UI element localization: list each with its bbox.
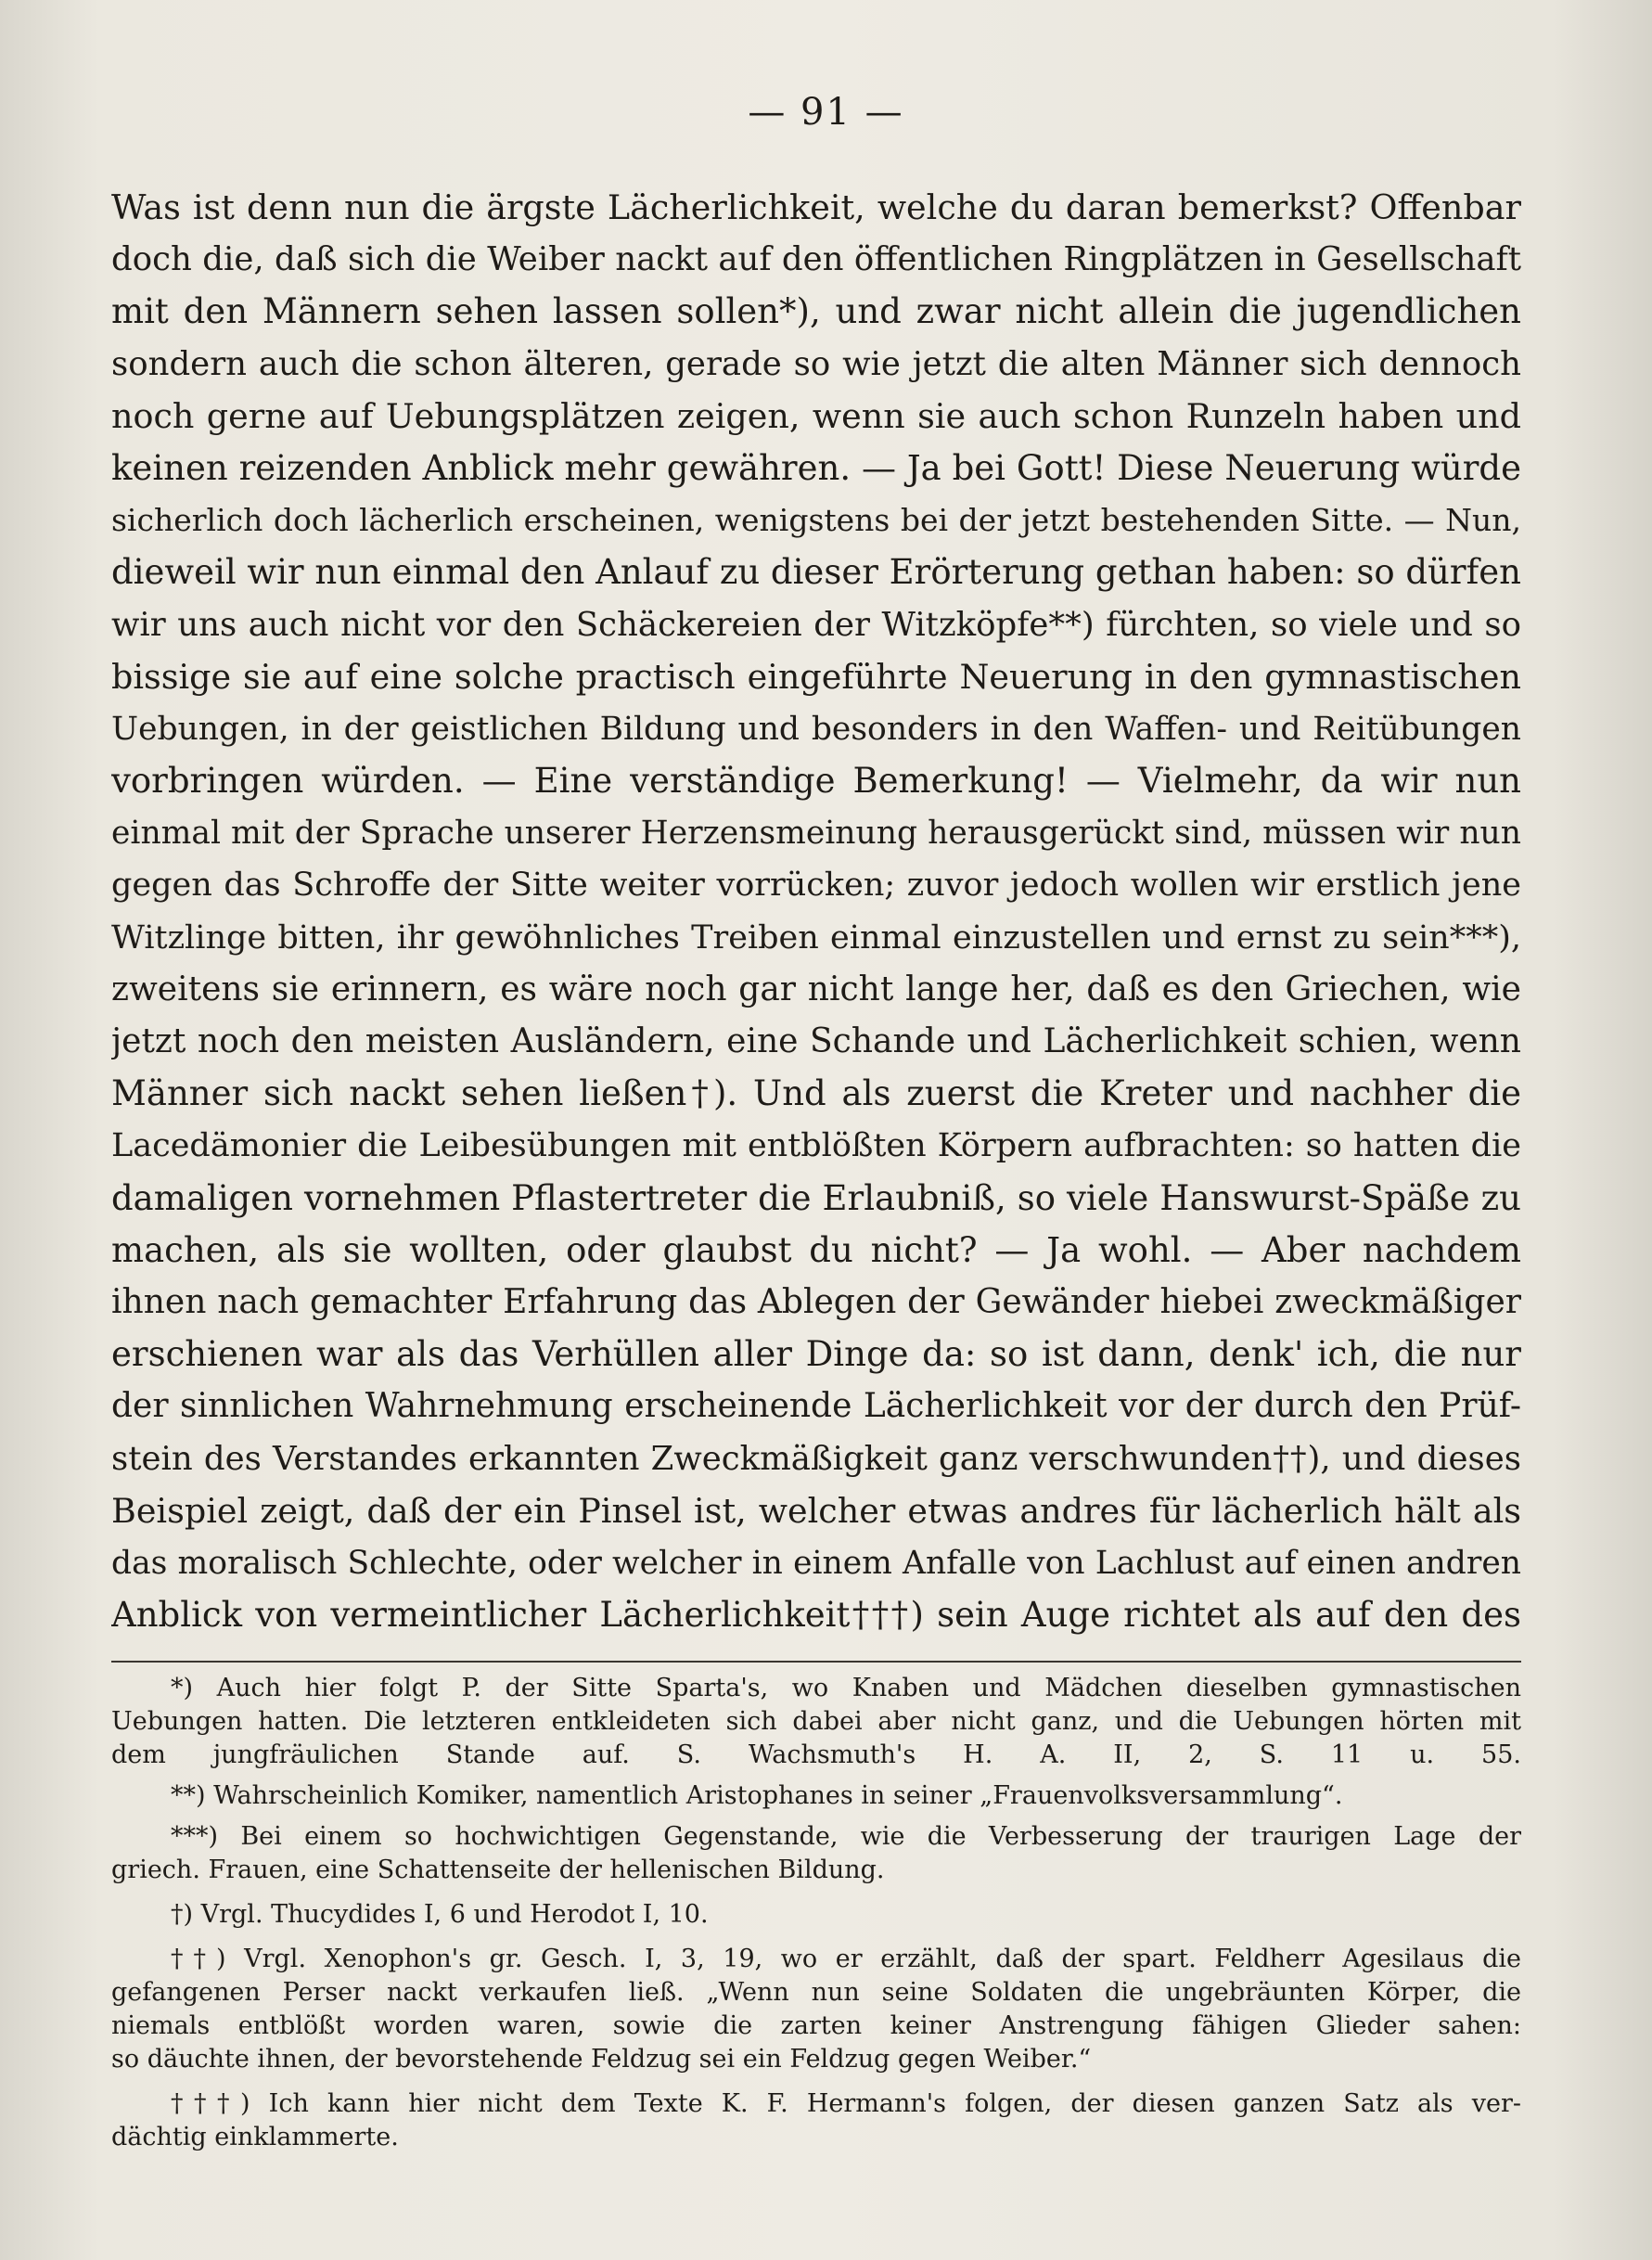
text-line: noch gerne auf Uebungsplätzen zeigen, wenn sie auch schon Runzeln haben und [111, 395, 1521, 436]
footnote-divider [111, 1661, 1521, 1663]
text-line: vorbringen würden. — Eine verständige Bemerkung! — Vielmehr, da wir nun [111, 761, 1521, 802]
text-line: jetzt noch den meisten Ausländern, eine Schande und Lächerlichkeit schien, wenn [111, 1022, 1521, 1060]
page-number: — 91 — [748, 91, 904, 134]
text-line: Beispiel zeigt, daß der ein Pinsel ist, welcher etwas andres für lächerlich hält als [111, 1490, 1521, 1531]
footnote-line: ††) Vrgl. Xenophon's gr. Gesch. I, 3, 19, wo er erzählt, daß der spart. Feldherr Agesilaus die [171, 1945, 1521, 1973]
footnote [111, 2087, 1521, 2154]
text-line: einmal mit der Sprache unserer Herzensmeinung herausgerückt sind, müssen wir nun [111, 815, 1521, 853]
text-line: damaligen vornehmen Pflastertreter die Erlaubniß, so viele Hanswurst-Späße zu [111, 1177, 1521, 1218]
text-line: keinen reizenden Anblick mehr gewähren. — Ja bei Gott! Diese Neuerung würde [111, 447, 1521, 488]
text-line: Witzlinge bitten, ihr gewöhnliches Treiben einmal einzustellen und ernst zu sein***), [111, 918, 1521, 957]
footnote-line: griech. Frauen, eine Schattenseite der hellenischen Bildung. [111, 1856, 885, 1884]
text-line: sicherlich doch lächerlich erscheinen, wenigstens bei der jetzt bestehenden Sitte. — Nun, [111, 502, 1521, 539]
text-line: stein des Verstandes erkannten Zweckmäßigkeit ganz verschwunden††), und dieses [111, 1439, 1521, 1478]
footnote [111, 1779, 1521, 1813]
text-line: der sinnlichen Wahrnehmung erscheinende Lächerlichkeit vor der durch den Prüf- [111, 1387, 1521, 1426]
footnote-line: †) Vrgl. Thucydides I, 6 und Herodot I, 10. [171, 1900, 709, 1929]
footnote-line: *) Auch hier folgt P. der Sitte Sparta's, wo Knaben und Mädchen dieselben gymnastischen [171, 1674, 1521, 1702]
main-text [111, 182, 1521, 1641]
text-line: dieweil wir nun einmal den Anlauf zu dieser Erörterung gethan haben: so dürfen [111, 552, 1521, 593]
footnote-line: dächtig einklammerte. [111, 2123, 399, 2151]
footnote-line: Uebungen hatten. Die letzteren entkleideten sich dabei aber nicht ganz, und die Uebungen hörten mit [111, 1707, 1521, 1736]
footnote-line: gefangenen Perser nackt verkaufen ließ. „Wenn nun seine Soldaten die ungebräunten Körper, die [111, 1978, 1521, 2007]
text-line: mit den Männern sehen lassen sollen*), und zwar nicht allein die jugendlichen [111, 291, 1521, 332]
text-line: gegen das Schroffe der Sitte weiter vorrücken; zuvor jedoch wollen wir erstlich jene [111, 867, 1521, 905]
text-line: zweitens sie erinnern, es wäre noch gar nicht lange her, daß es den Griechen, wie [111, 969, 1521, 1008]
footnote-line: so däuchte ihnen, der bevorstehende Feldzug sei ein Feldzug gegen Weiber.“ [111, 2045, 1092, 2074]
text-line: das moralisch Schlechte, oder welcher in einem Anfalle von Lachlust auf einen andren [111, 1544, 1521, 1582]
text-line: erschienen war als das Verhüllen aller Dinge da: so ist dann, denk' ich, die nur [111, 1334, 1521, 1375]
footnote [111, 1943, 1521, 2076]
text-line: ihnen nach gemachter Erfahrung das Ablegen der Gewänder hiebei zweckmäßiger [111, 1282, 1521, 1321]
footnote [111, 1898, 1521, 1932]
text-line: Männer sich nackt sehen ließen†). Und als zuerst die Kreter und nachher die [111, 1073, 1521, 1114]
footnotes [111, 1672, 1521, 2164]
text-line: Uebungen, in der geistlichen Bildung und besonders in den Waffen- und Reitübungen [111, 710, 1521, 748]
text-line: Anblick von vermeintlicher Lächerlichkeit†††) sein Auge richtet als auf den des [111, 1595, 1521, 1636]
text-line: bissige sie auf eine solche practisch eingeführte Neuerung in den gymnastischen [111, 656, 1521, 697]
footnote-line: **) Wahrscheinlich Komiker, namentlich Aristophanes in seiner „Frauenvolksversammlung“. [171, 1781, 1343, 1810]
text-line: machen, als sie wollten, oder glaubst du nicht? — Ja wohl. — Aber nachdem [111, 1229, 1521, 1270]
text-line: doch die, daß sich die Weiber nackt auf den öffentlichen Ringplätzen in Gesellschaft [111, 240, 1521, 279]
footnote-line: ***) Bei einem so hochwichtigen Gegenstande, wie die Verbesserung der traurigen Lage der [171, 1822, 1521, 1851]
text-line: Was ist denn nun die ärgste Lächerlichkeit, welche du daran bemerkst? Offenbar [111, 187, 1521, 227]
footnote-line: †††) Ich kann hier nicht dem Texte K. F. Hermann's folgen, der diesen ganzen Satz als ver- [171, 2089, 1521, 2118]
text-line: Lacedämonier die Leibesübungen mit entblößten Körpern aufbrachten: so hatten die [111, 1127, 1521, 1165]
footnote [111, 1672, 1521, 1772]
footnote [111, 1820, 1521, 1887]
text-line: sondern auch die schon älteren, gerade so wie jetzt die alten Männer sich dennoch [111, 344, 1521, 383]
text-line: wir uns auch nicht vor den Schäckereien der Witzköpfe**) fürchten, so viele und so [111, 605, 1521, 644]
footnote-line: niemals entblößt worden waren, sowie die zarten keiner Anstrengung fähigen Glieder sahen: [111, 2011, 1521, 2040]
footnote-line: dem jungfräulichen Stande auf. S. Wachsmuth's H. A. II, 2, S. 11 u. 55. [111, 1740, 1521, 1769]
